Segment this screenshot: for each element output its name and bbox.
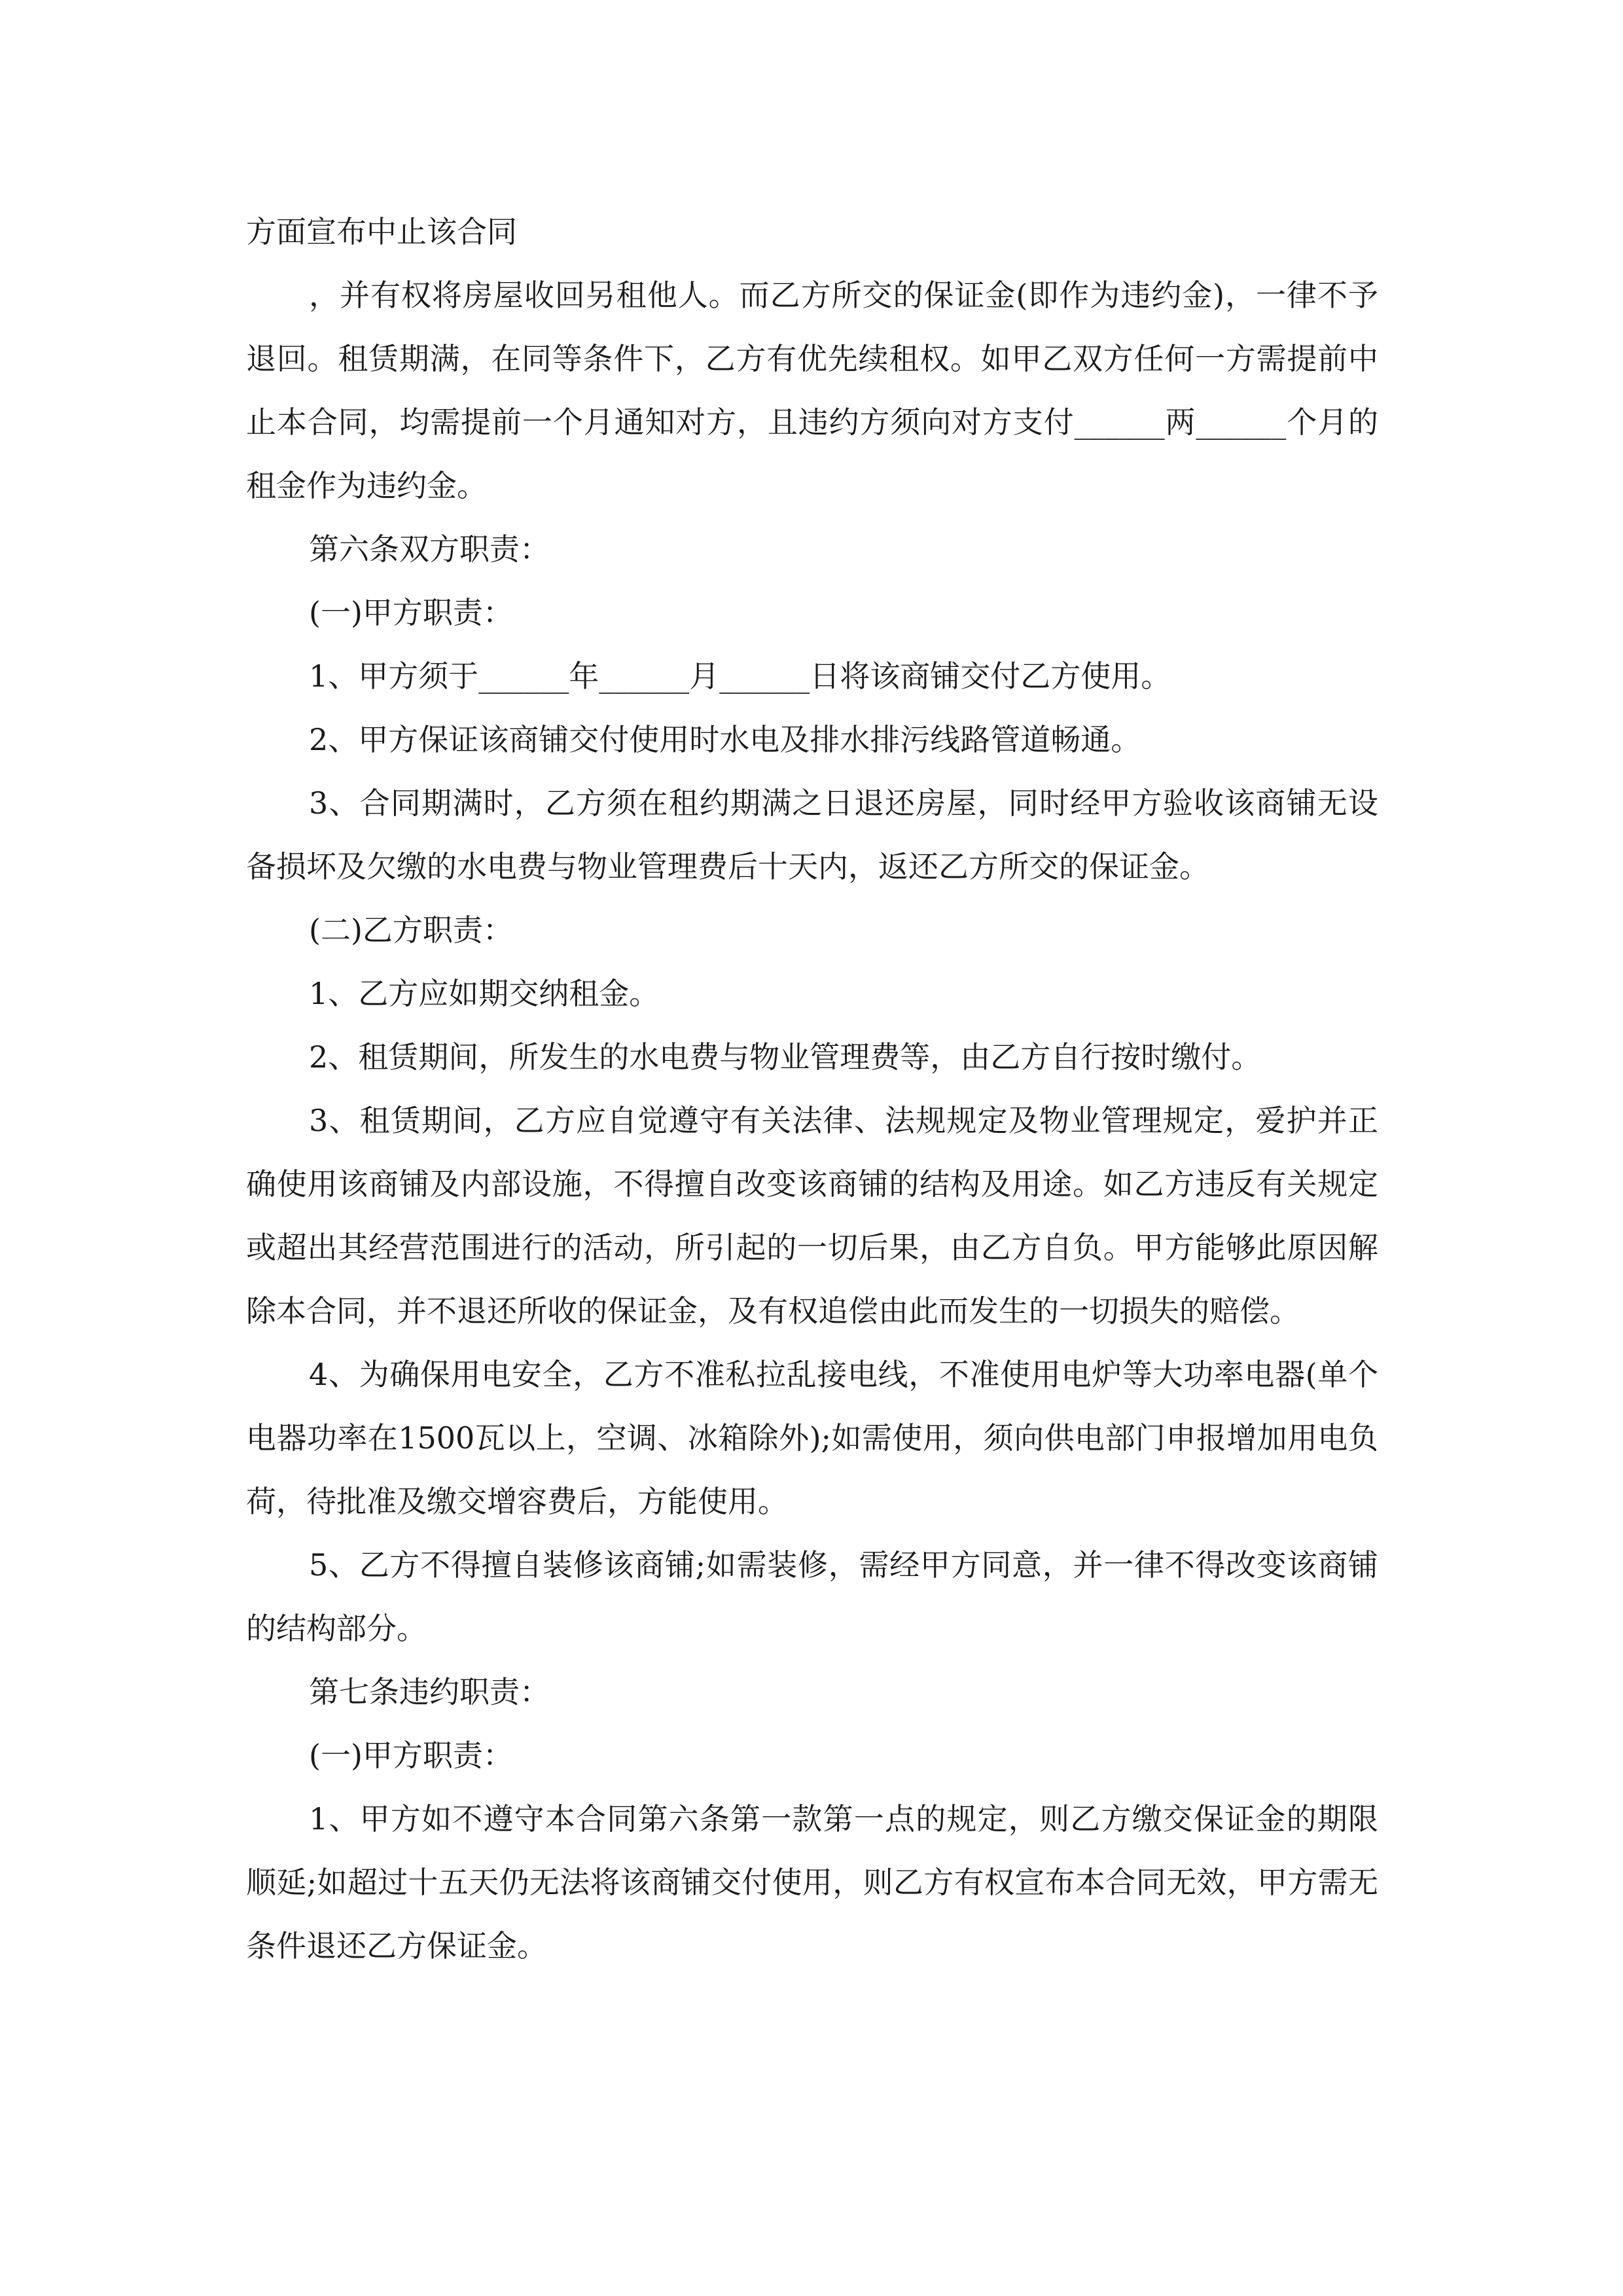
paragraph-deposit-clause: ，并有权将房屋收回另租他人。而乙方所交的保证金(即作为违约金)，一律不予退回。租赁期满，在同等条件下，乙方有优先续租权。如甲乙双方任何一方需提前中止本合同，均需提前一个月通知对方，且违约方须向对方支付______两______个月的租金作为违约金。 xyxy=(246,278,1378,503)
article-seven-heading: 第七条违约职责： xyxy=(309,1674,550,1710)
party-a-duty-2: 2、甲方保证该商铺交付使用时水电及排水排污线路管道畅通。 xyxy=(309,722,1141,757)
party-b-duty-2: 2、租赁期间，所发生的水电费与物业管理费等，由乙方自行按时缴付。 xyxy=(309,1039,1262,1075)
party-b-duty-5: 5、乙方不得擅自装修该商铺;如需装修，需经甲方同意，并一律不得改变该商铺的结构部分。 xyxy=(246,1547,1378,1646)
document-body xyxy=(246,200,1378,1978)
article-six-heading: 第六条双方职责： xyxy=(309,531,550,567)
party-a-duty-3: 3、合同期满时，乙方须在租约期满之日退还房屋，同时经甲方验收该商铺无设备损坏及欠缴的水电费与物业管理费后十天内，返还乙方所交的保证金。 xyxy=(246,785,1378,884)
party-b-duty-3: 3、租赁期间，乙方应自觉遵守有关法律、法规规定及物业管理规定，爱护并正确使用该商铺及内部设施，不得擅自改变该商铺的结构及用途。如乙方违反有关规定或超出其经营范围进行的活动，所引起的一切后果，由乙方自负。甲方能够此原因解除本合同，并不退还所收的保证金，及有权追偿由此而发生的一切损失的赔偿。 xyxy=(246,1103,1378,1329)
party-b-duty-1: 1、乙方应如期交纳租金。 xyxy=(309,976,660,1011)
breach-party-a-heading: (一)甲方职责： xyxy=(309,1738,513,1773)
party-b-duties-heading: (二)乙方职责： xyxy=(309,912,513,948)
paragraph-continuation-heading: 方面宣布中止该合同 xyxy=(246,214,517,249)
party-b-duty-4: 4、为确保用电安全，乙方不准私拉乱接电线，不准使用电炉等大功率电器(单个电器功率在1500瓦以上，空调、冰箱除外);如需使用，须向供电部门申报增加用电负荷，待批准及缴交增容费后，方能使用。 xyxy=(246,1357,1378,1519)
party-a-duty-1: 1、甲方须于______年______月______日将该商铺交付乙方使用。 xyxy=(309,658,1171,694)
breach-party-a-item-1: 1、甲方如不遵守本合同第六条第一款第一点的规定，则乙方缴交保证金的期限顺延;如超过十五天仍无法将该商铺交付使用，则乙方有权宣布本合同无效，甲方需无条件退还乙方保证金。 xyxy=(246,1801,1378,1964)
party-a-duties-heading: (一)甲方职责： xyxy=(309,595,513,630)
